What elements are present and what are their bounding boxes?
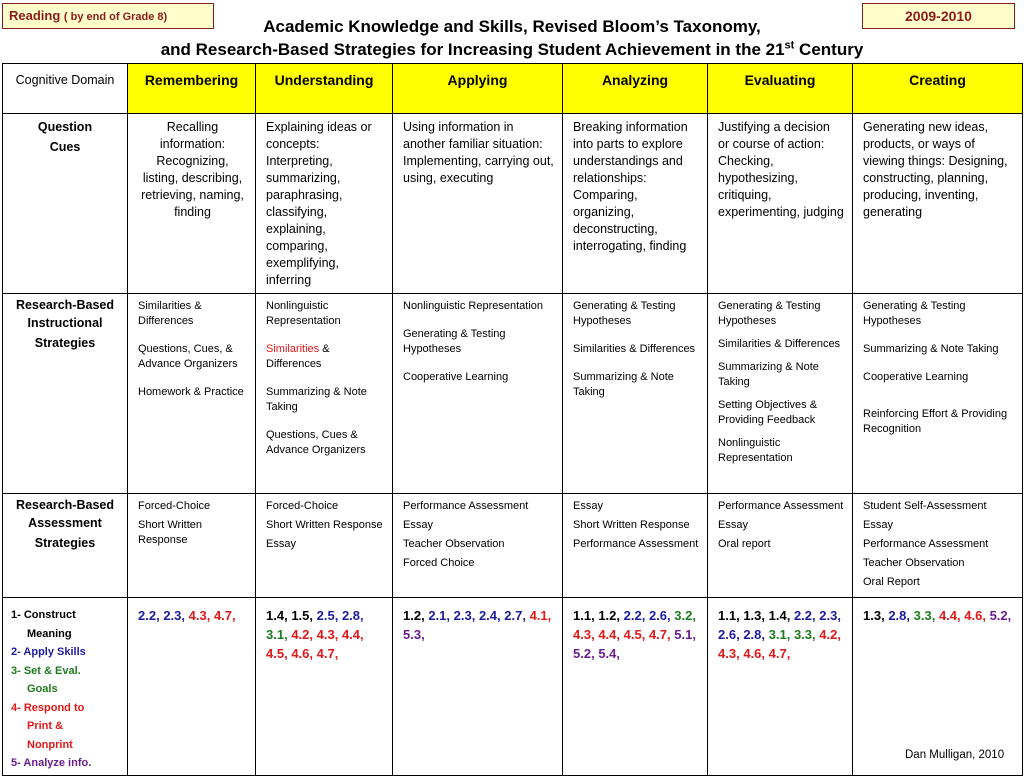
row-label-text: Cues: [49, 140, 81, 154]
col-evaluating: Evaluating: [708, 64, 853, 114]
strategy-highlight: Similarities: [266, 343, 320, 355]
question-cues-label: [3, 114, 128, 294]
col-understanding: Understanding: [256, 64, 393, 114]
instructional-strategies-row: [3, 294, 1023, 494]
legend-item: 1- Construct: [11, 609, 76, 621]
col-analyzing: Analyzing: [563, 64, 708, 114]
col-creating: Creating: [853, 64, 1023, 114]
instr-analyzing: [563, 294, 708, 494]
assessment-item: Essay: [573, 500, 603, 512]
legend-item: 4- Respond to: [11, 701, 85, 714]
cognitive-domain-header: Cognitive Domain: [3, 64, 128, 114]
page-title-line1: Academic Knowledge and Skills, Revised Bloom’s Taxonomy,: [263, 17, 761, 36]
title-superscript: st: [784, 39, 795, 52]
codes-remembering: [128, 598, 256, 776]
strategy-item: Nonlinguistic Representation: [403, 300, 544, 312]
standard-code: 4.4,: [341, 627, 364, 642]
standard-code: 2.2,: [793, 608, 816, 623]
assess-analyzing: [563, 494, 708, 598]
strategy-item: Setting Objectives & Providing Feedback: [718, 399, 818, 426]
codes-applying: [393, 598, 563, 776]
row-label-text: Strategies: [34, 536, 96, 550]
assessment-item: Teacher Observation: [863, 557, 965, 569]
strategy-item: Nonlinguistic Representation: [266, 300, 341, 327]
standard-code: 2.8,: [888, 608, 910, 623]
strategy-item: Summarizing & Note Taking: [863, 343, 999, 355]
header-row: [3, 64, 1023, 114]
codes-analyzing: [563, 598, 708, 776]
credit: Dan Mulligan, 2010: [905, 749, 1005, 761]
instr-understanding: [256, 294, 393, 494]
standard-code: 1.3,: [863, 608, 885, 623]
cue-cell: Recalling information: Recognizing, listing, describing, retrieving, naming, finding: [128, 114, 256, 294]
standard-code: 5.2,: [989, 608, 1012, 623]
assessment-item: Teacher Observation: [403, 538, 505, 550]
strategy-item: Similarities & Differences: [718, 338, 841, 350]
standard-code: 2.5,: [316, 608, 339, 623]
row-label-text: Research-Based: [16, 498, 114, 512]
strategy-item: Generating & Testing Hypotheses: [403, 328, 506, 355]
col-remembering: Remembering: [128, 64, 256, 114]
assessment-item: Performance Assessment: [718, 500, 844, 512]
cue-cell: Justifying a decision or course of action: Checking, hypothesizing, critiquing, experimenting, judging: [708, 114, 853, 294]
standard-code: 1.2,: [598, 608, 620, 623]
strategy-item: Questions, Cues, & Advance Organizers: [138, 343, 238, 370]
standard-code: 4.3,: [188, 608, 211, 623]
assessment-item: Essay: [403, 519, 433, 531]
standard-code: 5.1,: [674, 627, 696, 642]
strategy-item: Cooperative Learning: [863, 371, 969, 383]
assessment-item: Forced-Choice: [266, 500, 339, 512]
year-badge: 2009-2010: [862, 3, 1015, 29]
codes-understanding: [256, 598, 393, 776]
standard-code: 2.3,: [819, 608, 841, 623]
standards-row: [3, 598, 1023, 776]
strategy-item: Similarities & Differences: [138, 300, 202, 327]
strategy-item: Cooperative Learning: [403, 371, 509, 383]
row-label-text: Research-Based: [16, 298, 114, 312]
standard-code: 4.6,: [291, 646, 313, 661]
assessment-item: Oral report: [718, 538, 771, 550]
assessment-item: Short Written Response: [266, 519, 383, 531]
legend-item: Meaning: [27, 627, 72, 640]
standard-code: 5.3,: [403, 627, 425, 642]
strategy-item: Generating & Testing Hypotheses: [573, 300, 676, 327]
standard-code: 4.6,: [743, 646, 765, 661]
row-label-text: Question: [37, 120, 93, 134]
strategy-item: [266, 342, 384, 372]
assessment-item: Performance Assessment: [573, 538, 699, 550]
reading-label: Reading: [9, 8, 61, 23]
strategy-item: Questions, Cues & Advance Organizers: [266, 429, 366, 456]
standard-code: 4.3,: [718, 646, 740, 661]
standard-code: 3.1,: [768, 627, 791, 642]
standard-code: 1.3,: [743, 608, 765, 623]
standard-code: 1.2,: [403, 608, 425, 623]
assessment-item: Performance Assessment: [403, 500, 529, 512]
assess-understanding: [256, 494, 393, 598]
assess-remembering: [128, 494, 256, 598]
row-label-text: Strategies: [34, 336, 96, 350]
assessment-item: Forced Choice: [403, 557, 475, 569]
legend-item: Print &: [27, 720, 64, 732]
strategy-item: Homework & Practice: [138, 386, 244, 398]
standard-code: 4.2,: [819, 627, 841, 642]
standard-code: 3.3,: [793, 627, 816, 642]
standard-code: 4.6,: [964, 608, 986, 623]
assessment-item: Short Written Response: [573, 519, 690, 531]
assessment-strategies-label: [3, 494, 128, 598]
strategy-item: Nonlinguistic Representation: [718, 437, 793, 464]
cue-cell: Breaking information into parts to explore understandings and relationships: Comparing, organizing, deconstructing, interrogating, finding: [563, 114, 708, 294]
title-line2-text: and Research-Based Strategies for Increasing Student Achievement in the 21: [160, 40, 785, 59]
instructional-strategies-label: [3, 294, 128, 494]
legend-item: 3- Set & Eval.: [11, 664, 81, 677]
instr-remembering: [128, 294, 256, 494]
standard-code: 4.7,: [768, 646, 791, 661]
cue-cell: Using information in another familiar situation: Implementing, carrying out, using, executing: [393, 114, 563, 294]
strategy-item: Similarities & Differences: [573, 343, 696, 355]
standard-code: 1.5,: [291, 608, 313, 623]
standard-code: 4.4,: [598, 627, 620, 642]
standard-code: 4.3,: [316, 627, 339, 642]
legend-item: Nonprint: [27, 738, 73, 751]
standard-code: 2.6,: [718, 627, 740, 642]
page-title-line2: [0, 39, 1024, 61]
standard-code: 3.2,: [674, 608, 696, 623]
standard-code: 5.2,: [573, 646, 595, 661]
strategy-item: Summarizing & Note Taking: [573, 371, 674, 398]
reading-sub: ( by end of Grade 8): [63, 11, 168, 23]
standard-code: 2.6,: [648, 608, 671, 623]
strategy-item: Generating & Testing Hypotheses: [718, 300, 821, 327]
strategy-item: Generating & Testing Hypotheses: [863, 300, 966, 327]
assessment-item: Performance Assessment: [863, 538, 989, 550]
assessment-item: Oral Report: [863, 576, 920, 588]
standard-code: 2.2,: [138, 608, 160, 623]
instr-creating: [853, 294, 1023, 494]
standard-code: 2.1,: [428, 608, 450, 623]
standard-code: 4.2,: [291, 627, 313, 642]
assess-evaluating: [708, 494, 853, 598]
codes-evaluating: [708, 598, 853, 776]
taxonomy-table: [2, 63, 1023, 776]
assessment-item: Essay: [863, 519, 893, 531]
standard-code: 1.4,: [266, 608, 288, 623]
assessment-item: Essay: [266, 538, 296, 550]
assessment-item: Essay: [718, 519, 748, 531]
standard-code: 2.8,: [743, 627, 765, 642]
standard-code: 4.5,: [623, 627, 646, 642]
standard-code: 2.4,: [478, 608, 501, 623]
standard-code: 1.1,: [573, 608, 595, 623]
standard-code: 3.3,: [913, 608, 936, 623]
standard-code: 2.8,: [341, 608, 364, 623]
cue-cell: Generating new ideas, products, or ways of viewing things: Designing, constructing, planning, producing, inventing, generating: [853, 114, 1023, 294]
row-label-text: Instructional: [27, 316, 103, 330]
cue-cell: Explaining ideas or concepts: Interpreting, summarizing, paraphrasing, classifying, explaining, comparing, exemplifying, inferring: [256, 114, 393, 294]
assess-creating: [853, 494, 1023, 598]
standard-code: 4.7,: [316, 646, 339, 661]
standard-code: 4.3,: [573, 627, 595, 642]
standard-code: 1.1,: [718, 608, 740, 623]
assessment-item: Student Self-Assessment: [863, 500, 987, 512]
legend-item: Goals: [27, 683, 58, 695]
instr-applying: [393, 294, 563, 494]
legend-item: 2- Apply Skills: [11, 646, 86, 658]
standard-code: 4.4,: [938, 608, 961, 623]
standard-code: 2.3,: [453, 608, 476, 623]
legend-item: 5- Analyze info.: [11, 757, 92, 769]
standard-code: 5.4,: [598, 646, 620, 661]
col-applying: Applying: [393, 64, 563, 114]
assessment-item: Short Written Response: [138, 519, 202, 546]
assessment-item: Forced-Choice: [138, 500, 211, 512]
strategy-item: Summarizing & Note Taking: [718, 361, 819, 388]
standard-code: 4.7,: [213, 608, 236, 623]
instr-evaluating: [708, 294, 853, 494]
standard-code: 4.1,: [529, 608, 552, 623]
standard-code: 4.7,: [648, 627, 671, 642]
standard-code: 2.7,: [504, 608, 526, 623]
standard-code: 1.4,: [768, 608, 791, 623]
assess-applying: [393, 494, 563, 598]
title-line2-end: Century: [794, 40, 864, 59]
strategy-item: Reinforcing Effort & Providing Recognition: [863, 408, 1008, 435]
standard-code: 2.2,: [623, 608, 646, 623]
standard-code: 4.5,: [266, 646, 288, 661]
standard-code: 3.1,: [266, 627, 288, 642]
row-label-text: Assessment: [28, 516, 102, 530]
standards-legend: [3, 598, 128, 776]
strategy-text: & Differences: [266, 343, 330, 370]
strategy-item: Summarizing & Note Taking: [266, 386, 367, 413]
question-cues-row: [3, 114, 1023, 294]
assessment-strategies-row: [3, 494, 1023, 598]
standard-code: 2.3,: [163, 608, 185, 623]
